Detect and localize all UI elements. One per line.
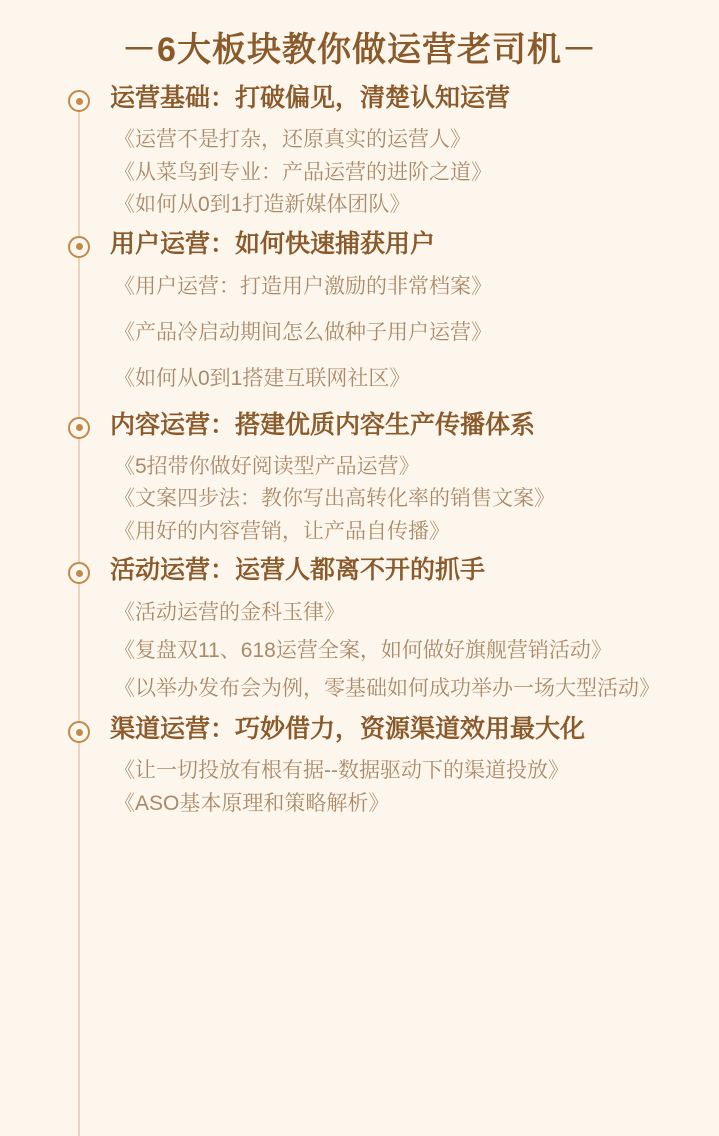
sections-list [0, 81, 719, 819]
section-title: 内容运营：搭建优质内容生产传播体系 [110, 410, 536, 439]
list-item: 《产品冷启动期间怎么做种子用户运营》 [114, 320, 492, 344]
section-title: 用户运营：如何快速捕获用户 [110, 229, 436, 258]
section-items [110, 596, 705, 706]
list-item: 《让一切投放有根有据--数据驱动下的渠道投放》 [114, 759, 569, 783]
timeline-dot-icon [68, 721, 90, 743]
list-item: 《复盘双11、618运营全案，如何做好旗舰营销活动》 [114, 639, 612, 663]
timeline-dot-icon [68, 417, 90, 439]
list-item: 《从菜鸟到专业：产品运营的进阶之道》 [114, 160, 492, 184]
list-item: 《以举办发布会为例，零基础如何成功举办一场大型活动》 [114, 677, 660, 701]
section-block [0, 553, 719, 706]
list-item: 《用户运营：打造用户激励的非常档案》 [114, 274, 492, 298]
section-items [110, 270, 705, 396]
section-block [0, 81, 719, 221]
timeline-dot-icon [68, 562, 90, 584]
section-items [110, 451, 705, 548]
section-block [0, 408, 719, 548]
list-item: 《用好的内容营销，让产品自传播》 [114, 519, 450, 543]
timeline-dot-icon [68, 236, 90, 258]
list-item: 《文案四步法：教你写出高转化率的销售文案》 [114, 487, 555, 511]
list-item: 《如何从0到1打造新媒体团队》 [114, 193, 411, 216]
section-block [0, 227, 719, 396]
list-item: 《如何从0到1搭建互联网社区》 [114, 366, 411, 390]
list-item: 《活动运营的金科玉律》 [114, 601, 345, 625]
timeline-dot-icon [68, 90, 90, 112]
section-title: 运营基础：打破偏见，清楚认知运营 [110, 84, 511, 112]
list-item: 《5招带你做好阅读型产品运营》 [114, 454, 420, 478]
section-title: 活动运营：运营人都离不开的抓手 [110, 556, 486, 585]
page-title: －6大板块教你做运营老司机－ [122, 31, 597, 69]
section-items [110, 124, 705, 221]
section-block [0, 712, 719, 819]
list-item: 《ASO基本原理和策略解析》 [114, 791, 390, 815]
list-item: 《运营不是打杂，还原真实的运营人》 [114, 128, 471, 151]
section-items [110, 755, 705, 819]
section-title: 渠道运营：巧妙借力，资源渠道效用最大化 [110, 715, 586, 744]
